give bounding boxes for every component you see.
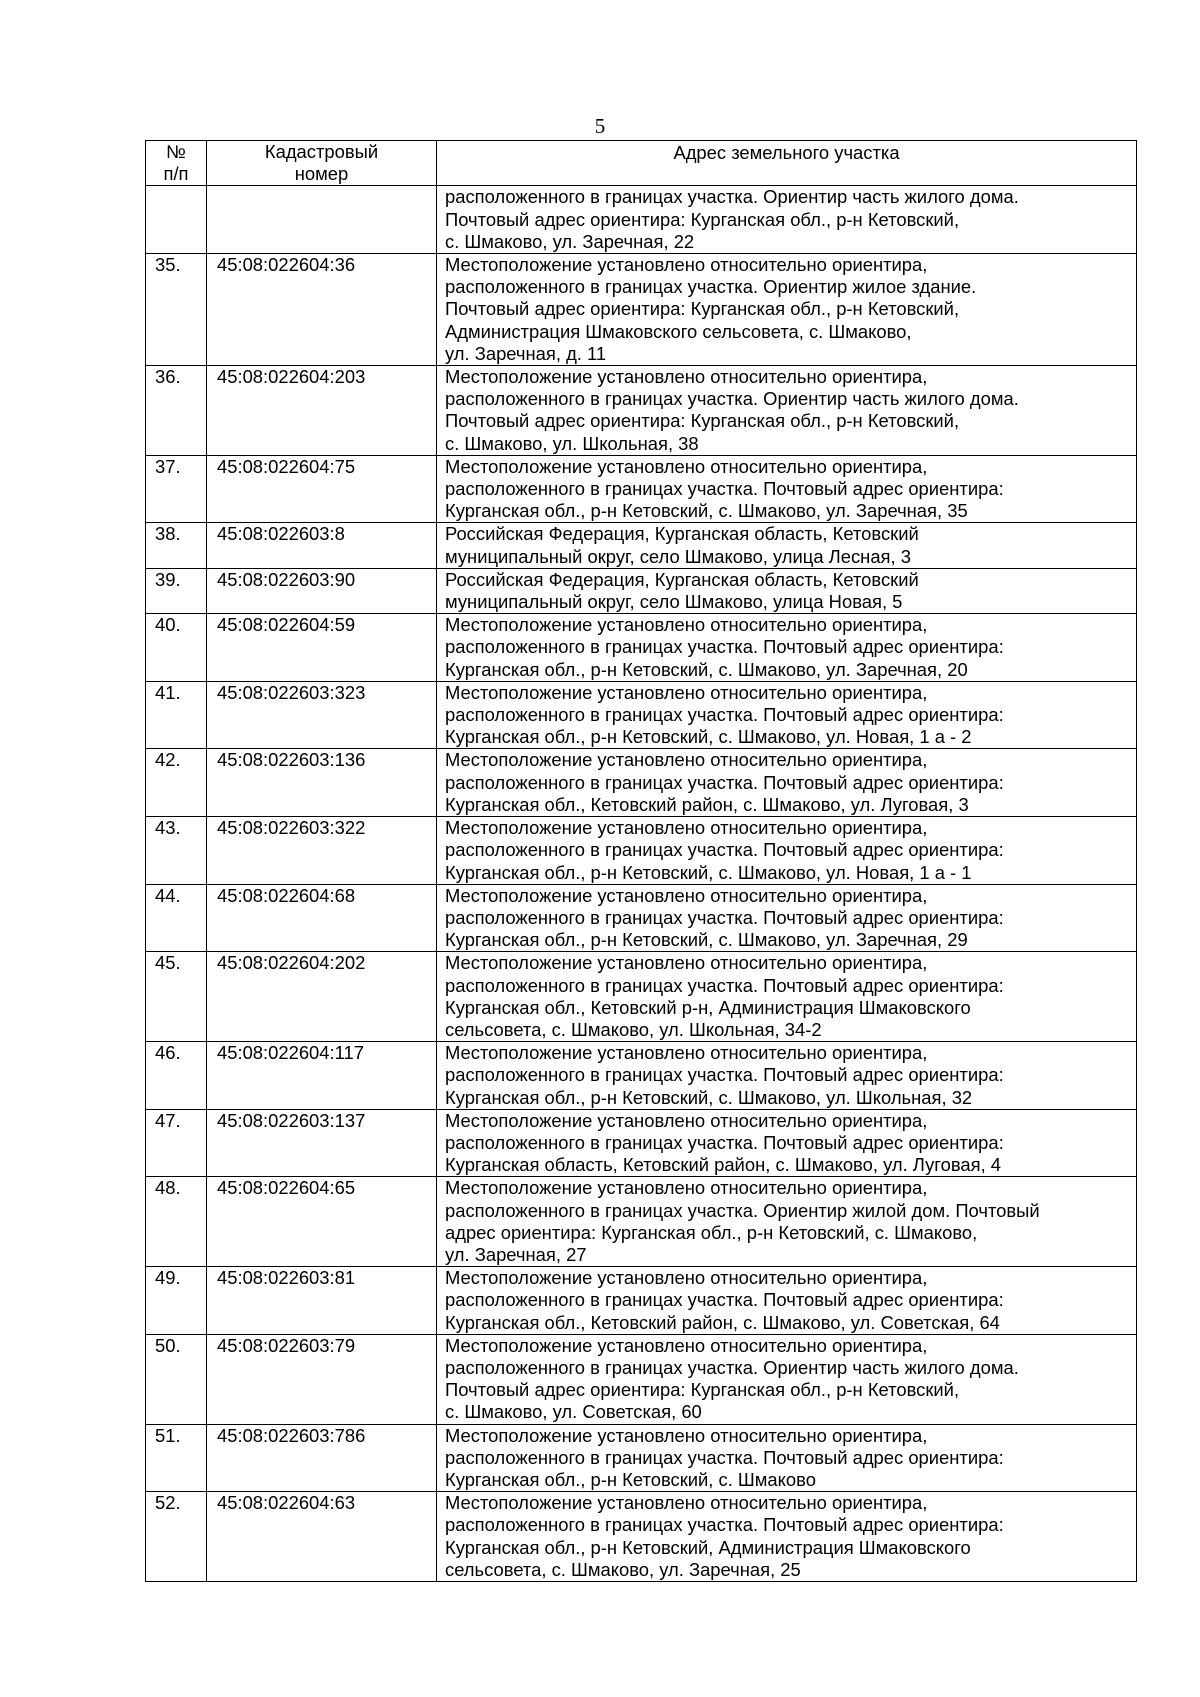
address-line: с. Шмаково, ул. Школьная, 38 (445, 432, 699, 454)
address-line: Почтовый адрес ориентира: Курганская обл., р-н Кетовский, (445, 1379, 960, 1401)
address-cell (437, 1424, 1137, 1492)
address-cell (437, 749, 1137, 817)
address-line: муниципальный округ, село Шмаково, улица Лесная, 3 (445, 545, 911, 567)
cadastral-number-cell: 45:08:022603:8 (207, 523, 437, 568)
land-plots-table (145, 140, 1137, 1582)
row-number-cell: 41. (146, 681, 207, 749)
address-line: расположенного в границах участка. Почтовый адрес ориентира: (445, 1446, 1004, 1468)
cadastral-number-cell: 45:08:022603:323 (207, 681, 437, 749)
row-number-cell: 49. (146, 1267, 207, 1335)
address-cell (437, 884, 1137, 952)
address-line: расположенного в границах участка. Почтовый адрес ориентира: (445, 1131, 1004, 1153)
table-row (146, 884, 1137, 952)
address-cell (437, 455, 1137, 523)
table-row (146, 366, 1137, 456)
address-cell (437, 1267, 1137, 1335)
address-line: Российская Федерация, Курганская область, Кетовский (445, 523, 919, 545)
cadastral-number-cell: 45:08:022603:786 (207, 1424, 437, 1492)
address-line: Курганская обл., р-н Кетовский, Администрация Шмаковского (445, 1536, 971, 1558)
address-line: Местоположение установлено относительно ориентира, (445, 749, 928, 771)
column-header-address: Адрес земельного участка (437, 141, 1137, 186)
table-row (146, 1492, 1137, 1582)
address-line: адрес ориентира: Курганская обл., р-н Кетовский, с. Шмаково, (445, 1221, 978, 1243)
address-line: Местоположение установлено относительно ориентира, (445, 1424, 928, 1446)
column-header-cadastral-line1: Кадастровый (264, 141, 379, 162)
address-line: Местоположение установлено относительно ориентира, (445, 1177, 928, 1199)
address-line: Курганская обл., р-н Кетовский, с. Шмаково, ул. Заречная, 20 (445, 658, 968, 680)
address-line: расположенного в границах участка. Ориентир часть жилого дома. (445, 1356, 1019, 1378)
address-line: Курганская обл., р-н Кетовский, с. Шмаково, ул. Заречная, 29 (445, 929, 968, 951)
address-line: Местоположение установлено относительно ориентира, (445, 681, 928, 703)
address-line: расположенного в границах участка. Почтовый адрес ориентира: (445, 704, 1004, 726)
address-line: расположенного в границах участка. Почтовый адрес ориентира: (445, 1064, 1004, 1086)
row-number-cell: 52. (146, 1492, 207, 1582)
cadastral-number-cell: 45:08:022604:203 (207, 366, 437, 456)
row-number-cell: 43. (146, 817, 207, 885)
address-line: Курганская обл., Кетовский район, с. Шмаково, ул. Луговая, 3 (445, 793, 969, 815)
table-row (146, 1267, 1137, 1335)
row-number-cell: 42. (146, 749, 207, 817)
row-number-cell: 50. (146, 1334, 207, 1424)
column-header-number-line1: № (166, 141, 186, 162)
address-line: с. Шмаково, ул. Заречная, 22 (445, 230, 695, 252)
address-line: расположенного в границах участка. Почтовый адрес ориентира: (445, 1514, 1004, 1536)
address-line: Местоположение установлено относительно ориентира, (445, 817, 928, 839)
address-cell (437, 366, 1137, 456)
table-row (146, 614, 1137, 682)
row-number-cell: 44. (146, 884, 207, 952)
address-line: Курганская обл., Кетовский р-н, Администрация Шмаковского (445, 996, 971, 1018)
address-cell (437, 614, 1137, 682)
address-cell (437, 817, 1137, 885)
address-line: расположенного в границах участка. Ориентир жилой дом. Почтовый (445, 1199, 1040, 1221)
address-cell (437, 952, 1137, 1042)
cadastral-number-cell: 45:08:022604:59 (207, 614, 437, 682)
address-line: Курганская обл., р-н Кетовский, с. Шмаково, ул. Новая, 1 а - 2 (445, 726, 972, 748)
address-line: расположенного в границах участка. Почтовый адрес ориентира: (445, 636, 1004, 658)
cadastral-number-cell: 45:08:022604:63 (207, 1492, 437, 1582)
address-line: Местоположение установлено относительно ориентира, (445, 254, 928, 276)
cadastral-number-cell: 45:08:022603:137 (207, 1109, 437, 1177)
address-line: расположенного в границах участка. Ориентир жилое здание. (445, 276, 977, 298)
row-number-cell: 36. (146, 366, 207, 456)
address-cell (437, 254, 1137, 366)
table-row (146, 186, 1137, 254)
address-cell (437, 1042, 1137, 1110)
page-number: 5 (594, 114, 606, 138)
address-cell (437, 1492, 1137, 1582)
address-cell (437, 681, 1137, 749)
address-line: Местоположение установлено относительно ориентира, (445, 952, 928, 974)
table-row (146, 1177, 1137, 1267)
address-line: Местоположение установлено относительно ориентира, (445, 366, 928, 388)
row-number-cell: 38. (146, 523, 207, 568)
address-line: расположенного в границах участка. Почтовый адрес ориентира: (445, 478, 1004, 500)
address-line: Местоположение установлено относительно ориентира, (445, 614, 928, 636)
table-row (146, 455, 1137, 523)
address-line: муниципальный округ, село Шмаково, улица Новая, 5 (445, 591, 903, 613)
table-body (146, 186, 1137, 1582)
address-line: Администрация Шмаковского сельсовета, с. Шмаково, (445, 320, 912, 342)
table-row (146, 749, 1137, 817)
address-line: Местоположение установлено относительно ориентира, (445, 1492, 928, 1514)
address-line: расположенного в границах участка. Почтовый адрес ориентира: (445, 974, 1004, 996)
address-cell (437, 186, 1137, 254)
table-row (146, 568, 1137, 613)
address-line: сельсовета, с. Шмаково, ул. Заречная, 25 (445, 1558, 801, 1580)
address-cell (437, 1334, 1137, 1424)
table-header-row (146, 141, 1137, 186)
address-line: Почтовый адрес ориентира: Курганская обл., р-н Кетовский, (445, 298, 960, 320)
address-line: Курганская обл., р-н Кетовский, с. Шмаково, ул. Заречная, 35 (445, 500, 968, 522)
table-row (146, 1109, 1137, 1177)
row-number-cell: 46. (146, 1042, 207, 1110)
cadastral-number-cell: 45:08:022603:322 (207, 817, 437, 885)
cadastral-number-cell: 45:08:022604:68 (207, 884, 437, 952)
address-line: Местоположение установлено относительно ориентира, (445, 1334, 928, 1356)
address-line: Почтовый адрес ориентира: Курганская обл., р-н Кетовский, (445, 208, 960, 230)
table-row (146, 1042, 1137, 1110)
address-line: Курганская область, Кетовский район, с. Шмаково, ул. Луговая, 4 (445, 1154, 1002, 1176)
row-number-cell: 40. (146, 614, 207, 682)
table-row (146, 952, 1137, 1042)
table-row (146, 817, 1137, 885)
table-row (146, 523, 1137, 568)
address-line: расположенного в границах участка. Почтовый адрес ориентира: (445, 1289, 1004, 1311)
cadastral-number-cell: 45:08:022603:90 (207, 568, 437, 613)
address-line: расположенного в границах участка. Почтовый адрес ориентира: (445, 839, 1004, 861)
row-number-cell: 37. (146, 455, 207, 523)
row-number-cell: 51. (146, 1424, 207, 1492)
address-line: Местоположение установлено относительно ориентира, (445, 1109, 928, 1131)
cadastral-number-cell: 45:08:022603:79 (207, 1334, 437, 1424)
address-cell (437, 523, 1137, 568)
address-line: с. Шмаково, ул. Советская, 60 (445, 1401, 702, 1423)
address-line: Курганская обл., р-н Кетовский, с. Шмаково, ул. Школьная, 32 (445, 1086, 973, 1108)
address-line: Местоположение установлено относительно ориентира, (445, 1267, 928, 1289)
address-line: ул. Заречная, д. 11 (445, 342, 607, 364)
row-number-cell (146, 186, 207, 254)
cadastral-number-cell (207, 186, 437, 254)
cadastral-number-cell: 45:08:022604:36 (207, 254, 437, 366)
address-cell (437, 1177, 1137, 1267)
address-cell (437, 1109, 1137, 1177)
table-header (146, 141, 1137, 186)
address-line: расположенного в границах участка. Ориентир часть жилого дома. (445, 186, 1019, 208)
address-line: расположенного в границах участка. Почтовый адрес ориентира: (445, 906, 1004, 928)
column-header-number-line2: п/п (163, 163, 189, 185)
table-row (146, 254, 1137, 366)
cadastral-number-cell: 45:08:022604:65 (207, 1177, 437, 1267)
address-line: расположенного в границах участка. Почтовый адрес ориентира: (445, 771, 1004, 793)
address-line: Местоположение установлено относительно ориентира, (445, 455, 928, 477)
row-number-cell: 45. (146, 952, 207, 1042)
column-header-cadastral-line2: номер (294, 163, 349, 185)
column-header-number (146, 141, 207, 186)
column-header-cadastral (207, 141, 437, 186)
table-row (146, 1334, 1137, 1424)
address-line: Курганская обл., р-н Кетовский, с. Шмаково, ул. Новая, 1 а - 1 (445, 861, 972, 883)
row-number-cell: 35. (146, 254, 207, 366)
cadastral-number-cell: 45:08:022604:202 (207, 952, 437, 1042)
row-number-cell: 47. (146, 1109, 207, 1177)
table-row (146, 681, 1137, 749)
address-line: расположенного в границах участка. Ориентир часть жилого дома. (445, 388, 1019, 410)
cadastral-number-cell: 45:08:022604:75 (207, 455, 437, 523)
address-line: Местоположение установлено относительно ориентира, (445, 884, 928, 906)
address-cell (437, 568, 1137, 613)
cadastral-number-cell: 45:08:022604:117 (207, 1042, 437, 1110)
address-line: сельсовета, с. Шмаково, ул. Школьная, 34-2 (445, 1018, 822, 1040)
address-line: Курганская обл., р-н Кетовский, с. Шмаково (445, 1468, 816, 1490)
address-line: ул. Заречная, 27 (445, 1243, 587, 1265)
table-row (146, 1424, 1137, 1492)
row-number-cell: 48. (146, 1177, 207, 1267)
address-line: Российская Федерация, Курганская область, Кетовский (445, 568, 919, 590)
address-line: Почтовый адрес ориентира: Курганская обл., р-н Кетовский, (445, 410, 960, 432)
cadastral-number-cell: 45:08:022603:136 (207, 749, 437, 817)
address-line: Местоположение установлено относительно ориентира, (445, 1042, 928, 1064)
cadastral-number-cell: 45:08:022603:81 (207, 1267, 437, 1335)
address-line: Курганская обл., Кетовский район, с. Шмаково, ул. Советская, 64 (445, 1311, 1000, 1333)
row-number-cell: 39. (146, 568, 207, 613)
